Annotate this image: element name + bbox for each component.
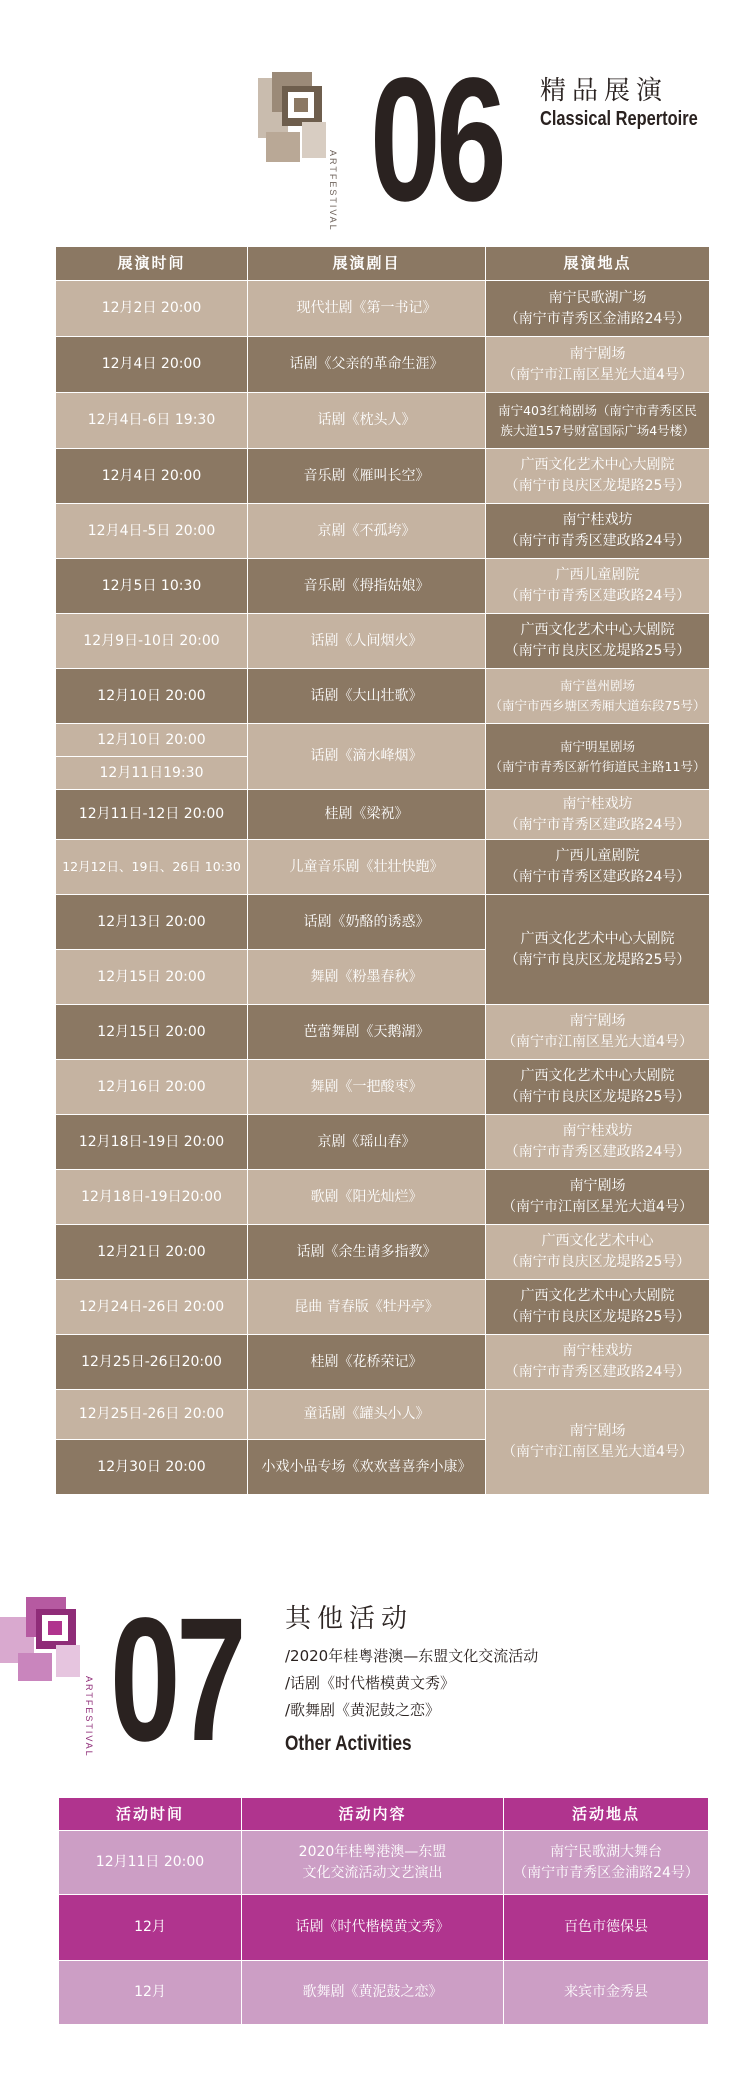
table-row (56, 1115, 710, 1170)
cell-show: 音乐剧《雁叫长空》 (248, 449, 486, 504)
cell-show: 舞剧《粉墨春秋》 (248, 950, 486, 1005)
cell-time: 12月4日 20:00 (56, 449, 248, 504)
cell-venue: 南宁明星剧场 （南宁市青秀区新竹街道民主路11号） (486, 724, 710, 790)
section-07-title-en: Other Activities (285, 1732, 412, 1755)
cell-show: 音乐剧《拇指姑娘》 (248, 559, 486, 614)
cell-venue: 广西文化艺术中心大剧院 （南宁市良庆区龙堤路25号） (486, 614, 710, 669)
cell-time: 12月11日19:30 (56, 757, 248, 790)
cell-show: 昆曲 青春版《牡丹亭》 (248, 1280, 486, 1335)
cell-time: 12月10日 20:00 (56, 669, 248, 724)
section-07-title-cn: 其他活动 (285, 1604, 414, 1634)
cell-show: 话剧《父亲的革命生涯》 (248, 337, 486, 393)
table-row (56, 840, 710, 895)
cell-time: 12月4日-6日 19:30 (56, 393, 248, 449)
section-06-title-cn: 精品展演 (540, 76, 669, 106)
table-row (56, 724, 710, 757)
section-07-activity-list (285, 1643, 538, 1724)
cell-time: 12月11日 20:00 (59, 1831, 242, 1895)
cell-show: 儿童音乐剧《壮壮快跑》 (248, 840, 486, 895)
cell-venue: 南宁剧场 （南宁市江南区星光大道4号） (486, 1170, 710, 1225)
cell-venue: 南宁剧场 （南宁市江南区星光大道4号） (486, 1005, 710, 1060)
cell-venue: 广西儿童剧院 （南宁市青秀区建政路24号） (486, 559, 710, 614)
cell-venue: 南宁剧场 （南宁市江南区星光大道4号） (486, 337, 710, 393)
cell-time: 12月4日 20:00 (56, 337, 248, 393)
table-header-row (59, 1798, 709, 1831)
list-item: /话剧《时代楷模黄文秀》 (285, 1674, 456, 1692)
table-row (56, 1005, 710, 1060)
cell-time: 12月18日-19日20:00 (56, 1170, 248, 1225)
cell-show: 桂剧《花桥荣记》 (248, 1335, 486, 1390)
cell-show: 桂剧《梁祝》 (248, 790, 486, 840)
cell-time: 12月30日 20:00 (56, 1440, 248, 1495)
table-row (56, 669, 710, 724)
cell-time: 12月12日、19日、26日 10:30 (56, 840, 248, 895)
cell-venue: 南宁403红椅剧场（南宁市青秀区民 族大道157号财富国际广场4号楼） (486, 393, 710, 449)
cell-venue: 南宁桂戏坊 （南宁市青秀区建政路24号） (486, 504, 710, 559)
repertoire-table (55, 246, 709, 1495)
section-07-number: 07 (110, 1582, 243, 1778)
cell-show: 舞剧《一把酸枣》 (248, 1060, 486, 1115)
cell-content: 话剧《时代楷模黄文秀》 (242, 1895, 504, 1961)
cell-venue: 广西儿童剧院 （南宁市青秀区建政路24号） (486, 840, 710, 895)
table-row (56, 1170, 710, 1225)
cell-show: 话剧《人间烟火》 (248, 614, 486, 669)
cell-show: 话剧《滴水峰烟》 (248, 724, 486, 790)
cell-time: 12月5日 10:30 (56, 559, 248, 614)
table-row (56, 393, 710, 449)
cell-content: 2020年桂粤港澳—东盟 文化交流活动文艺演出 (242, 1831, 504, 1895)
cell-time: 12月4日-5日 20:00 (56, 504, 248, 559)
cell-time: 12月11日-12日 20:00 (56, 790, 248, 840)
cell-show: 京剧《瑶山春》 (248, 1115, 486, 1170)
table-row (56, 1335, 710, 1390)
header-venue: 活动地点 (504, 1798, 709, 1831)
header-venue: 展演地点 (486, 247, 710, 281)
table-row (56, 1060, 710, 1115)
cell-venue: 南宁民歌湖广场 （南宁市青秀区金浦路24号） (486, 281, 710, 337)
cell-venue: 广西文化艺术中心大剧院 （南宁市良庆区龙堤路25号） (486, 449, 710, 504)
section-06-side-text: ARTFESTIVAL (328, 150, 338, 232)
section-06-number: 06 (370, 42, 503, 238)
table-row (59, 1895, 709, 1961)
table-row (56, 1280, 710, 1335)
table-row (56, 504, 710, 559)
cell-venue: 南宁剧场 （南宁市江南区星光大道4号） (486, 1390, 710, 1495)
table-row (56, 449, 710, 504)
cell-time: 12月 (59, 1895, 242, 1961)
cell-venue: 广西文化艺术中心 （南宁市良庆区龙堤路25号） (486, 1225, 710, 1280)
cell-show: 话剧《余生请多指教》 (248, 1225, 486, 1280)
list-item: /2020年桂粤港澳—东盟文化交流活动 (285, 1647, 539, 1665)
activities-table (58, 1797, 708, 2025)
cell-venue: 广西文化艺术中心大剧院 （南宁市良庆区龙堤路25号） (486, 1280, 710, 1335)
cell-venue: 广西文化艺术中心大剧院 （南宁市良庆区龙堤路25号） (486, 895, 710, 1005)
cell-show: 现代壮剧《第一书记》 (248, 281, 486, 337)
header-time: 活动时间 (59, 1798, 242, 1831)
cell-time: 12月18日-19日 20:00 (56, 1115, 248, 1170)
table-row (56, 337, 710, 393)
table-row (56, 790, 710, 840)
section-07-logo (0, 1597, 92, 1683)
table-row (56, 1225, 710, 1280)
cell-venue: 南宁桂戏坊 （南宁市青秀区建政路24号） (486, 790, 710, 840)
cell-time: 12月21日 20:00 (56, 1225, 248, 1280)
cell-show: 话剧《奶酪的诱惑》 (248, 895, 486, 950)
cell-time: 12月24日-26日 20:00 (56, 1280, 248, 1335)
cell-time: 12月9日-10日 20:00 (56, 614, 248, 669)
cell-venue: 来宾市金秀县 (504, 1961, 709, 2025)
section-07-side-text: ARTFESTIVAL (84, 1676, 94, 1758)
table-row (56, 614, 710, 669)
table-row (56, 559, 710, 614)
cell-venue: 广西文化艺术中心大剧院 （南宁市良庆区龙堤路25号） (486, 1060, 710, 1115)
cell-show: 京剧《不孤垮》 (248, 504, 486, 559)
table-row (56, 895, 710, 950)
cell-time: 12月25日-26日20:00 (56, 1335, 248, 1390)
cell-time: 12月10日 20:00 (56, 724, 248, 757)
table-row (56, 1390, 710, 1440)
cell-time: 12月16日 20:00 (56, 1060, 248, 1115)
cell-venue: 南宁桂戏坊 （南宁市青秀区建政路24号） (486, 1335, 710, 1390)
cell-time: 12月 (59, 1961, 242, 2025)
cell-show: 歌剧《阳光灿烂》 (248, 1170, 486, 1225)
cell-show: 芭蕾舞剧《天鹅湖》 (248, 1005, 486, 1060)
header-show: 展演剧目 (248, 247, 486, 281)
cell-show: 童话剧《罐头小人》 (248, 1390, 486, 1440)
table-row (56, 281, 710, 337)
section-06-logo (258, 72, 336, 172)
cell-show: 话剧《枕头人》 (248, 393, 486, 449)
cell-venue: 南宁民歌湖大舞台 （南宁市青秀区金浦路24号） (504, 1831, 709, 1895)
cell-time: 12月15日 20:00 (56, 950, 248, 1005)
header-time: 展演时间 (56, 247, 248, 281)
cell-venue: 南宁邕州剧场 （南宁市西乡塘区秀厢大道东段75号） (486, 669, 710, 724)
list-item: /歌舞剧《黄泥鼓之恋》 (285, 1701, 441, 1719)
section-06-title-en: Classical Repertoire (540, 108, 698, 130)
cell-content: 歌舞剧《黄泥鼓之恋》 (242, 1961, 504, 2025)
table-row (59, 1831, 709, 1895)
cell-venue: 南宁桂戏坊 （南宁市青秀区建政路24号） (486, 1115, 710, 1170)
cell-time: 12月25日-26日 20:00 (56, 1390, 248, 1440)
cell-show: 话剧《大山壮歌》 (248, 669, 486, 724)
table-header-row (56, 247, 710, 281)
table-row (59, 1961, 709, 2025)
header-content: 活动内容 (242, 1798, 504, 1831)
cell-time: 12月15日 20:00 (56, 1005, 248, 1060)
cell-show: 小戏小品专场《欢欢喜喜奔小康》 (248, 1440, 486, 1495)
cell-time: 12月2日 20:00 (56, 281, 248, 337)
cell-venue: 百色市德保县 (504, 1895, 709, 1961)
cell-time: 12月13日 20:00 (56, 895, 248, 950)
